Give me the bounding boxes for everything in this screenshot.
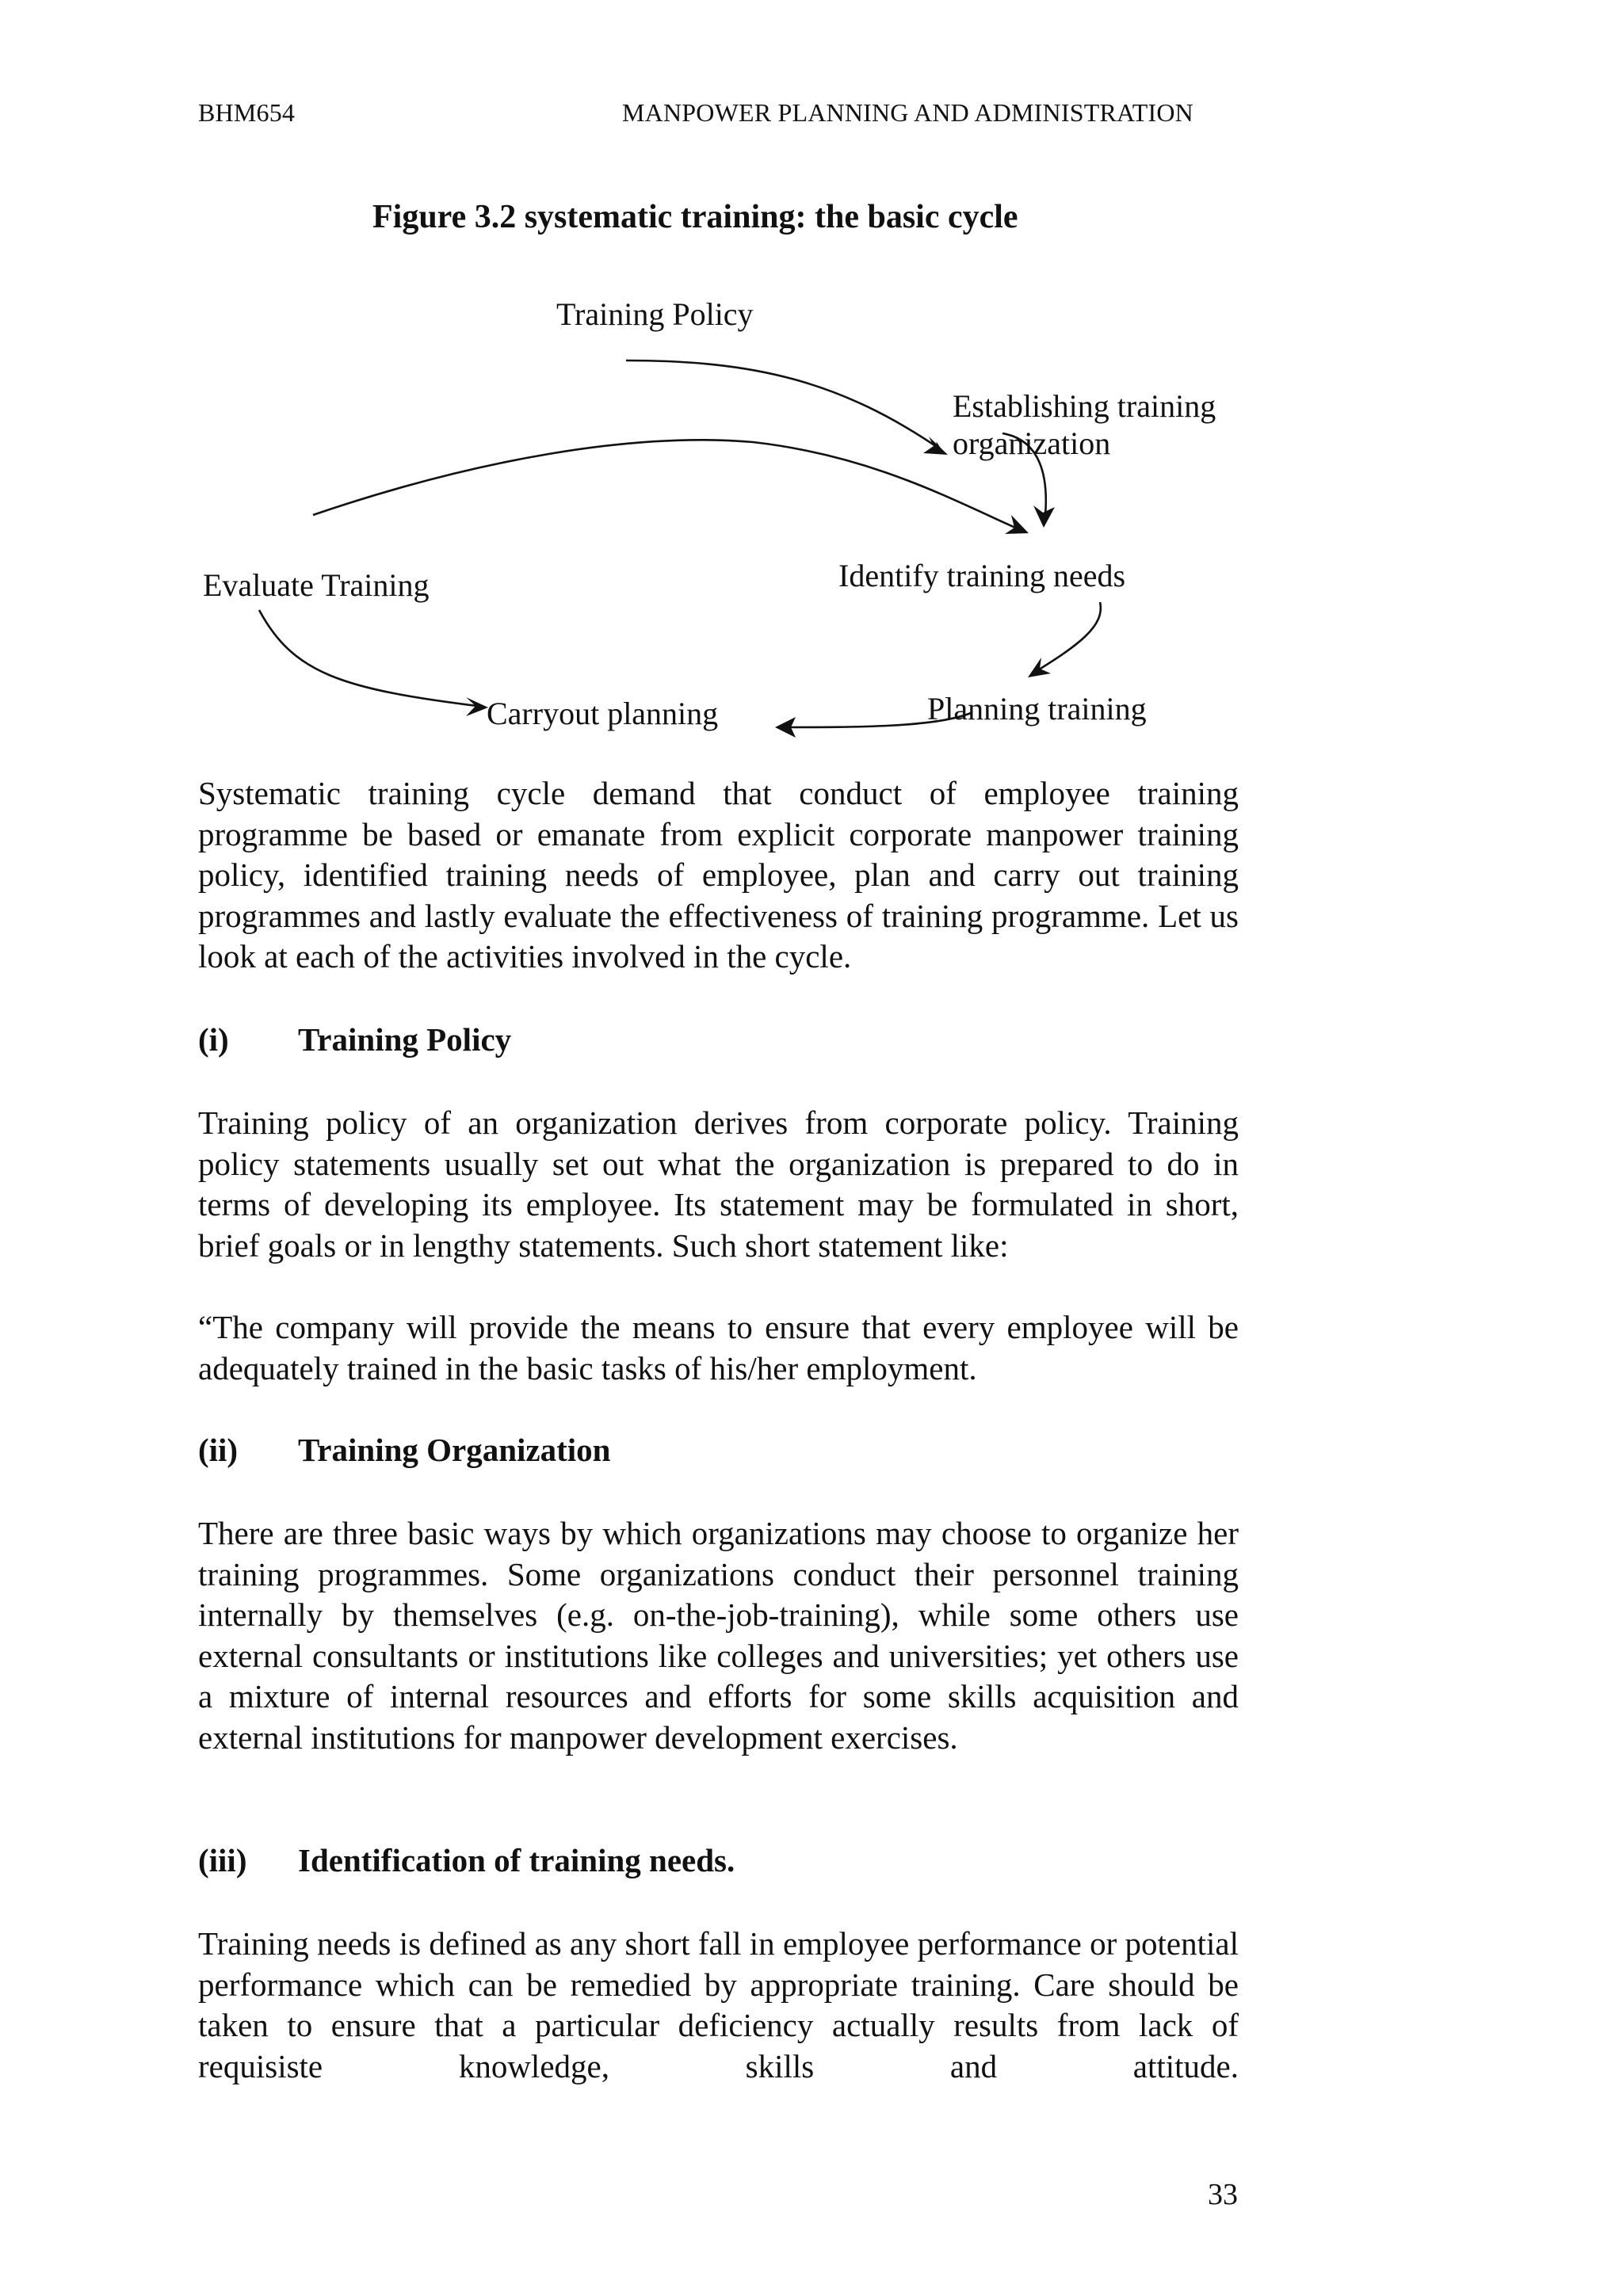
section-title: Training Policy [298, 1021, 512, 1058]
section-number: (i) [198, 1021, 229, 1058]
section-number: (ii) [198, 1432, 239, 1468]
node-planning-training: Planning training [927, 691, 1147, 727]
training-organization-paragraph: There are three basic ways by which organizations may choose to organize her training programmes. Some organizations conduct their personnel training internally by themselves (e.g. on-the-job-training), while some others use external consultants or institutions like colleges and universities; yet others use a mixture of internal resources and efforts for some skills acquisition and external institutions for manpower development exercises. [198, 1515, 1239, 1756]
arrow-policy-to-establishing [626, 360, 941, 450]
node-carryout-planning: Carryout planning [487, 696, 719, 731]
diagram-arrows [0, 0, 1623, 761]
header-course-title: MANPOWER PLANNING AND ADMINISTRATION [622, 98, 1193, 127]
arrow-evaluate-to-identify [313, 440, 1022, 531]
section-number: (iii) [198, 1842, 247, 1878]
figure-title: Figure 3.2 systematic training: the basic cycle [372, 199, 1018, 235]
training-cycle-diagram [0, 0, 1623, 761]
section-heading-identification [198, 1841, 735, 1879]
page-number: 33 [1208, 2178, 1238, 2211]
node-training-policy: Training Policy [556, 296, 754, 332]
training-policy-paragraph: Training policy of an organization derives from corporate policy. Training policy statements usually set out what the organization is prepared to do in terms of developing its employee. Its statement may be formulated in short, brief goals or in lengthy statements. Such short statement like: [198, 1104, 1239, 1264]
arrow-identify-to-planning [1033, 602, 1101, 673]
training-policy-quote: “The company will provide the means to ensure that every employee will be adequately trained in the basic tasks of his/her employment. [198, 1309, 1239, 1386]
node-identify-needs: Identify training needs [838, 558, 1126, 593]
identification-paragraph: Training needs is defined as any short fall in employee performance or potential performance which can be remedied by appropriate training. Care should be taken to ensure that a particular deficiency actually results from lack of requisiste knowledge, skills and attitude. [198, 1925, 1239, 2084]
header-course-code: BHM654 [198, 98, 296, 127]
node-establishing-line1: Establishing training [953, 388, 1216, 424]
section-title: Training Organization [298, 1432, 611, 1468]
section-heading-training-policy [198, 1020, 511, 1058]
section-heading-training-organization [198, 1431, 610, 1469]
section-title: Identification of training needs. [298, 1842, 735, 1878]
intro-paragraph: Systematic training cycle demand that conduct of employee training programme be based or emanate from explicit corporate manpower training policy, identified training needs of employee, plan and carry out training programmes and lastly evaluate the effectiveness of training programme. Let us look at each of the activities involved in the cycle. [198, 775, 1239, 975]
node-establishing-line2: organization [953, 425, 1111, 461]
node-evaluate-training: Evaluate Training [203, 567, 430, 603]
arrow-evaluate-to-carryout [259, 610, 483, 707]
